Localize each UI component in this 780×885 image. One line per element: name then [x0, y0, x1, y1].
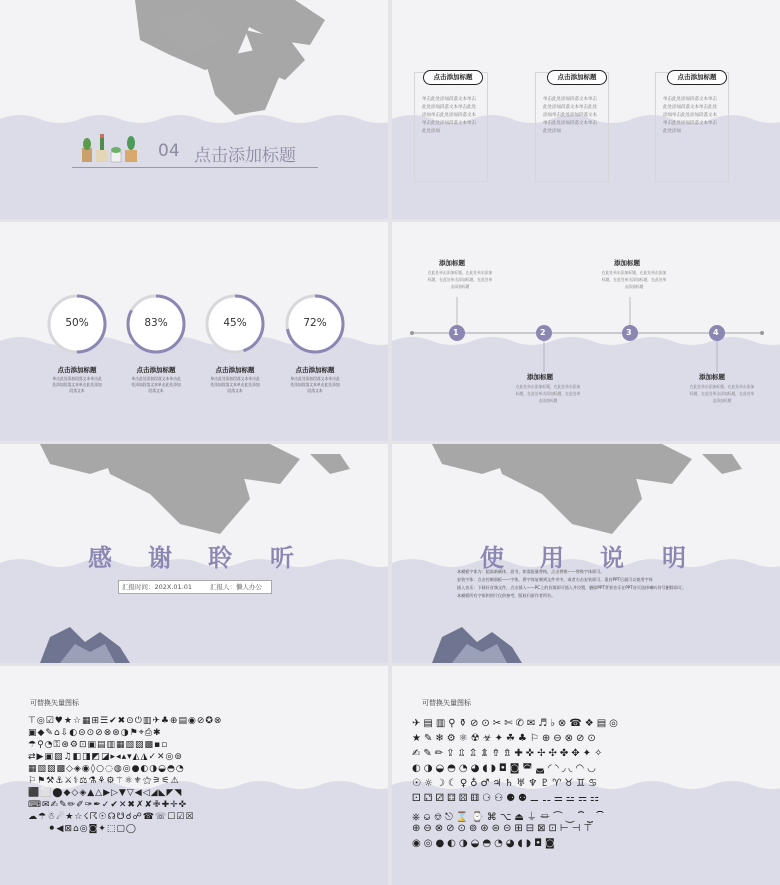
ring-desc-line: 单击此处添加段落文本单击此	[52, 376, 102, 381]
timeline-desc-line: 标题，在此处单击添加标题，在此处单	[601, 277, 667, 282]
icon-row[interactable]: ⊤◎☑♥★☆▦⊞☰✔✖⊙⏻▥✈♣⊕▤◉⊘✪⊗	[28, 716, 223, 726]
icon-row[interactable]: ☉☼☽☾♀♁♂♃♄♅♆♇♈♉♊♋	[412, 778, 601, 789]
icon-row[interactable]: ★✎❄⚙⚛☢☣✦☘♣⚐⊕⊖⊗⊘⊙	[412, 733, 599, 744]
icon-row[interactable]: ⊕⊖⊗⊘⊙⊚⊛⊜⊝⊞⊟⊠⊡⊢⊣⊤	[412, 823, 596, 834]
card-body-line: 此处添加	[422, 129, 440, 134]
icons-title: 可替换矢量图标	[30, 699, 79, 707]
icon-row[interactable]: ☁☂☃☄★☆☇☈☉☊☋☌☍☎☏☐☑☒	[28, 812, 195, 822]
icon-row[interactable]: ✈▤▥⚲⚱⊘⊙✂✄✆✉♬♭⊗☎❖▤◎	[412, 718, 621, 729]
slide-icons-1[interactable]	[0, 666, 388, 885]
card-body-line: 此处添加	[663, 129, 681, 134]
slide-section-title[interactable]	[0, 0, 388, 219]
card-body-line: 单击此处添加段落文本单击	[663, 97, 717, 102]
icon-row[interactable]: ▦▧▨▩◇◈◉◊○◌◍◎●◐◑◒◓◔	[28, 764, 185, 774]
icon-row[interactable]: ⚐⚑⚒⚓⚔⚕⚖⚗⚘⚙⚚⚛⚜⚝⚞⚟⚠	[28, 776, 180, 786]
ring-desc-line: 段落文本	[227, 388, 243, 393]
thanks-char: 聆	[208, 544, 232, 572]
card-body	[543, 96, 609, 136]
icon-row[interactable]: ☂⚲◔⚿⊛⚙⊡▣▤▥▦▧▨▩▪▫	[28, 740, 169, 750]
ring-desc-line: 段落文本	[69, 388, 85, 393]
timeline-desc-line: 击添加标题	[538, 398, 558, 403]
ring-desc-line: 单击此处添加段落文本单击此	[290, 376, 340, 381]
progress-ring	[283, 292, 347, 356]
card-title[interactable]: 点击添加标题	[423, 70, 483, 85]
section-number: 04	[158, 141, 180, 161]
timeline-desc	[498, 383, 598, 404]
timeline-desc-line: 标题，在此处单击添加标题，在此处单	[515, 391, 581, 396]
timeline-desc-line: 在此处单击添加标题，在此处单击添加	[689, 384, 755, 389]
progress-value: 83%	[144, 317, 168, 329]
icon-row[interactable]: ⎈⎉⎊⎋⌛⌚⌘⌥⏏⏚⏛⏜⏝⏞⏟⏠	[412, 812, 608, 823]
icon-row[interactable]: ◐◑◒◓◔◕◖◗◘◙◚◛◜◝◞◟◠◡	[412, 763, 599, 774]
timeline-desc-line: 标题，在此处单击添加标题，在此处单	[427, 277, 493, 282]
thanks-char: 感	[88, 544, 112, 572]
ring-desc	[42, 376, 112, 394]
ring-desc-line: 处添加段落文本单击此处添加	[290, 382, 340, 387]
timeline-node[interactable]: 2	[540, 328, 546, 337]
card-body-line: 单击此处添加段落文本单击	[663, 121, 717, 126]
timeline-desc	[410, 269, 510, 290]
slide-instructions[interactable]	[392, 444, 780, 663]
timeline-node[interactable]: 4	[713, 328, 719, 337]
timeline-desc-line: 在此处单击添加标题，在此处单击添加	[601, 270, 667, 275]
instructions-line: 本模板所有字体和图片仅供参考，版权归原作者所有。	[457, 593, 556, 598]
card-body-line: 单击此处添加段落文本单击	[422, 121, 476, 126]
ring-desc-line: 段落文本	[148, 388, 164, 393]
card-title[interactable]: 点击添加标题	[667, 70, 727, 85]
icons-title: 可替换矢量图标	[422, 699, 471, 707]
timeline-graphic	[392, 222, 780, 441]
timeline-desc-line: 在此处单击添加标题，在此处单击添加	[427, 270, 493, 275]
timeline-desc	[584, 269, 684, 290]
ring-title[interactable]: 点击添加标题	[295, 366, 335, 374]
card-body-line: 此处添加	[543, 129, 561, 134]
ring-title[interactable]: 点击添加标题	[136, 366, 176, 374]
card-body-line: 此处添加段落文本单击此处	[422, 105, 476, 110]
ring-desc-line: 段落文本	[307, 388, 323, 393]
card-body-line: 添加单击此处添加段落文本	[422, 113, 476, 118]
progress-value: 72%	[303, 317, 327, 329]
timeline-title[interactable]: 添加标题	[439, 259, 465, 267]
timeline-desc-line: 击添加标题	[450, 284, 470, 289]
icon-row[interactable]: ⇄▶▣▨♫◧◨◩◪▸◂▴▾◭◮✓✕◎⊚	[28, 752, 183, 762]
card-body-line: 单击此处添加段落文本单击	[422, 97, 476, 102]
instructions-line: 安装字体：点击控制面板——字体，将字体复制到文件夹中，或者右击安装即可。重启PPT后就可以使用字体	[457, 577, 653, 582]
timeline-node[interactable]: 1	[453, 328, 459, 337]
ring-desc	[200, 376, 270, 394]
timeline-node[interactable]: 3	[626, 328, 632, 337]
ring-desc	[121, 376, 191, 394]
timeline-title[interactable]: 添加标题	[699, 373, 725, 381]
ring-desc	[280, 376, 350, 394]
succulent-bottom-illustration	[422, 622, 532, 663]
instructions-char: 使	[480, 544, 504, 572]
progress-ring	[45, 292, 109, 356]
card-title[interactable]: 点击添加标题	[547, 70, 607, 85]
thanks-char: 谢	[148, 544, 172, 572]
instructions-line: 本模板字体为：超高新颜体、思书，如需批量替换，点击替换——替换字体即可。	[457, 569, 605, 574]
title-underline	[72, 167, 318, 168]
slide-progress-rings[interactable]	[0, 222, 388, 441]
card-body	[422, 96, 488, 136]
card-body	[663, 96, 729, 136]
slide-three-cards[interactable]	[392, 0, 780, 219]
progress-ring	[124, 292, 188, 356]
timeline-title[interactable]: 添加标题	[527, 373, 553, 381]
ring-title[interactable]: 点击添加标题	[57, 366, 97, 374]
instructions-char: 明	[662, 544, 686, 572]
icon-row[interactable]: ✍✎✏⇪⇫⇬⇭⇮⇯✚✜✢✣✤✥✦✧	[412, 748, 606, 759]
icon-row[interactable]: ⚀⚁⚂⚃⚄⚅⚆⚇⚈⚉⚊⚋⚌⚍⚎⚏	[412, 793, 602, 804]
timeline-title[interactable]: 添加标题	[614, 259, 640, 267]
succulent-bottom-illustration	[30, 622, 140, 663]
ring-desc-line: 处添加段落文本单击此处添加	[210, 382, 260, 387]
instructions-text	[457, 568, 747, 600]
timeline-desc-line: 击添加标题	[712, 398, 732, 403]
slide-icons-2[interactable]	[392, 666, 780, 885]
card-body-line: 添加单击此处添加段落文本	[663, 113, 717, 118]
timeline-desc-line: 在此处单击添加标题，在此处单击添加	[515, 384, 581, 389]
card-body-line: 此处添加段落文本单击此处	[543, 105, 597, 110]
progress-ring	[203, 292, 267, 356]
instructions-char: 说	[600, 544, 624, 572]
instructions-char: 用	[540, 544, 564, 572]
icon-row[interactable]: ⬛⬜⬤◆◇◈▲△▶▷▼▽◀◁◢◣◤◥	[28, 788, 183, 798]
ring-desc-line: 单击此处添加段落文本单击此	[210, 376, 260, 381]
ring-desc-line: 单击此处添加段落文本单击此	[131, 376, 181, 381]
card-body-line: 单击此处添加段落文本单击	[543, 121, 597, 126]
ring-desc-line: 处添加段落文本单击此处添加	[52, 382, 102, 387]
card-body-line: 此处添加段落文本单击此处	[663, 105, 717, 110]
timeline-desc	[672, 383, 772, 404]
instructions-line: 插入音乐：下载好音频文件，点击插入——PC上的音频即可插入并设置，删除PPT背景音乐在PPT首页选择喇叭符号删除即可。	[457, 585, 686, 590]
thanks-char: 听	[270, 544, 294, 572]
icon-row[interactable]: ⚫◀⊠⌂◎◙✦⬚▢◯	[48, 824, 137, 834]
section-title[interactable]: 点击添加标题	[194, 146, 296, 166]
slide-timeline[interactable]	[392, 222, 780, 441]
card-body-line: 添加单击此处添加段落文本	[543, 113, 597, 118]
timeline-desc-line: 标题，在此处单击添加标题，在此处单	[689, 391, 755, 396]
card-body-line: 单击此处添加段落文本单击	[543, 97, 597, 102]
progress-value: 50%	[65, 317, 89, 329]
progress-value: 45%	[223, 317, 247, 329]
icon-row[interactable]: ⌨✉✍✎✏✐✑✒✓✔✕✖✗✘✙✚✛✜	[28, 800, 188, 810]
timeline-desc-line: 击添加标题	[624, 284, 644, 289]
cactus-pots-icon	[80, 130, 142, 164]
ring-desc-line: 处添加段落文本单击此处添加	[131, 382, 181, 387]
slide-thank-you[interactable]	[0, 444, 388, 663]
report-time[interactable]: 汇报时间：202X.01.01	[122, 583, 193, 591]
icon-row[interactable]: ◉◎●◐◑◒◓◔◕◖◗◘◙	[412, 838, 558, 849]
reporter-name[interactable]: 汇报人：懒人办公	[210, 583, 262, 591]
succulent-leaves-illustration	[95, 0, 345, 115]
ring-title[interactable]: 点击添加标题	[215, 366, 255, 374]
icon-row[interactable]: ▣◆✎⌂⇩◐⊝⊙⊘⊗⊛◑⚑⌖⎙✱	[28, 728, 162, 738]
